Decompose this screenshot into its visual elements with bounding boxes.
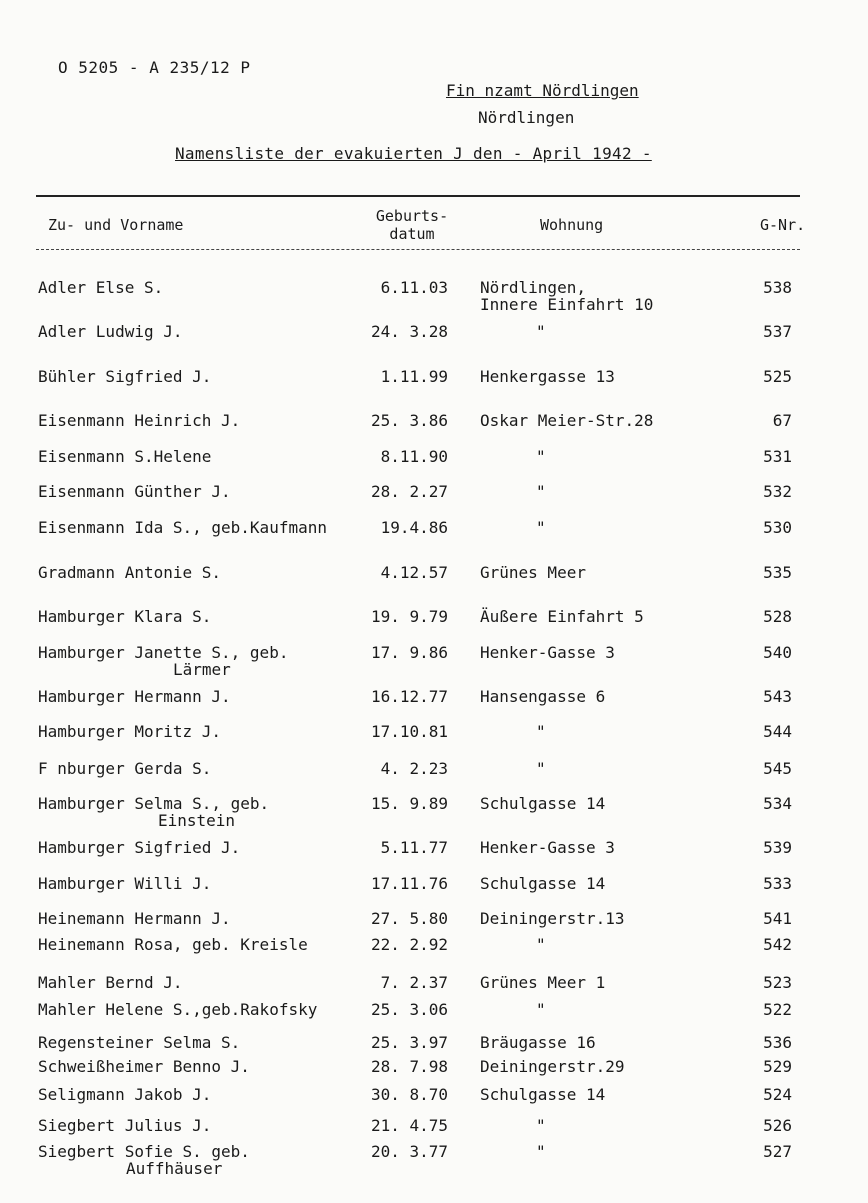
person-name-continuation: Lärmer <box>173 660 231 679</box>
address-line: " <box>536 1000 546 1019</box>
document-title: Namensliste der evakuierten J den - April 1942 - <box>175 144 652 163</box>
address-line: " <box>536 1116 546 1135</box>
office-city: Nördlingen <box>478 108 575 127</box>
address-line: " <box>536 447 546 466</box>
g-number: 544 <box>763 722 792 741</box>
person-name <box>38 760 368 777</box>
person-name <box>38 1117 368 1134</box>
person-name <box>38 279 368 296</box>
address <box>536 1001 546 1018</box>
person-name-line: Gradmann Antonie S. <box>38 563 222 582</box>
person-name <box>38 1086 368 1103</box>
person-name <box>38 644 368 678</box>
birth-date: 22. 2.92 <box>370 935 448 954</box>
table-top-rule <box>36 195 800 197</box>
birth-date: 21. 4.75 <box>370 1116 448 1135</box>
g-number: 67 <box>772 411 792 430</box>
address <box>480 875 605 892</box>
address <box>480 608 644 625</box>
column-header-name: Zu- und Vorname <box>48 216 184 234</box>
address-line: " <box>536 935 546 954</box>
person-name-line: Siegbert Julius J. <box>38 1116 212 1135</box>
address-line: Grünes Meer 1 <box>480 973 606 992</box>
person-name-line: Seligmann Jakob J. <box>38 1085 212 1104</box>
address <box>480 910 625 927</box>
column-header-birth <box>364 207 460 243</box>
address <box>536 323 546 340</box>
person-name-line: Heinemann Hermann J. <box>38 909 231 928</box>
birth-date: 30. 8.70 <box>370 1085 448 1104</box>
birth-date: 19.4.86 <box>380 518 448 537</box>
g-number: 528 <box>763 607 792 626</box>
person-name-line: Eisenmann Ida S., geb.Kaufmann <box>38 518 327 537</box>
person-name <box>38 483 368 500</box>
g-number: 530 <box>763 518 792 537</box>
address <box>480 974 605 991</box>
address-line: Henker-Gasse 3 <box>480 838 615 857</box>
birth-date: 5.11.77 <box>380 838 448 857</box>
person-name-line: Hamburger Sigfried J. <box>38 838 241 857</box>
birth-date: 1.11.99 <box>380 367 448 386</box>
person-name <box>38 723 368 740</box>
table-header-rule <box>36 249 800 250</box>
g-number: 525 <box>763 367 792 386</box>
column-header-birth-line: Geburts- <box>375 207 449 225</box>
address <box>480 279 653 313</box>
address-line: Deiningerstr.13 <box>480 909 625 928</box>
birth-date: 25. 3.86 <box>370 411 448 430</box>
person-name-line: F nburger Gerda S. <box>38 759 212 778</box>
birth-date: 25. 3.97 <box>370 1033 448 1052</box>
person-name <box>38 519 368 536</box>
person-name <box>38 368 368 385</box>
address-line: Schulgasse 14 <box>480 1085 606 1104</box>
birth-date: 4.12.57 <box>380 563 448 582</box>
address <box>536 936 546 953</box>
address <box>480 1086 605 1103</box>
g-number: 524 <box>763 1085 792 1104</box>
address <box>480 688 605 705</box>
person-name-line: Heinemann Rosa, geb. Kreisle <box>38 935 308 954</box>
birth-date: 17. 9.86 <box>370 643 448 662</box>
person-name-line: Eisenmann Günther J. <box>38 482 231 501</box>
person-name-line: Mahler Bernd J. <box>38 973 183 992</box>
person-name <box>38 875 368 892</box>
address-line: Bräugasse 16 <box>480 1033 596 1052</box>
address <box>536 723 546 740</box>
person-name <box>38 910 368 927</box>
address-line: Schulgasse 14 <box>480 874 606 893</box>
address-line: Deiningerstr.29 <box>480 1057 625 1076</box>
g-number: 542 <box>763 935 792 954</box>
person-name-line: Hamburger Janette S., geb. <box>38 643 289 662</box>
address <box>536 1143 546 1160</box>
birth-date: 28. 7.98 <box>370 1057 448 1076</box>
address <box>536 448 546 465</box>
person-name-line: Hamburger Selma S., geb. <box>38 794 270 813</box>
g-number: 540 <box>763 643 792 662</box>
person-name <box>38 974 368 991</box>
birth-date: 24. 3.28 <box>370 322 448 341</box>
person-name <box>38 608 368 625</box>
person-name-line: Schweißheimer Benno J. <box>38 1057 250 1076</box>
address <box>480 795 605 812</box>
person-name <box>38 1143 368 1177</box>
person-name <box>38 839 368 856</box>
person-name-line: Hamburger Klara S. <box>38 607 212 626</box>
g-number: 526 <box>763 1116 792 1135</box>
address-continuation: Innere Einfahrt 10 <box>480 295 654 314</box>
birth-date: 4. 2.23 <box>380 759 448 778</box>
birth-date: 17.11.76 <box>370 874 448 893</box>
person-name-line: Hamburger Moritz J. <box>38 722 222 741</box>
address <box>480 368 615 385</box>
birth-date: 19. 9.79 <box>370 607 448 626</box>
person-name-line: Bühler Sigfried J. <box>38 367 212 386</box>
person-name-continuation: Auffhäuser <box>126 1159 223 1178</box>
g-number: 541 <box>763 909 792 928</box>
birth-date: 16.12.77 <box>370 687 448 706</box>
address-line: Nördlingen, <box>480 278 586 297</box>
address-line: Henker-Gasse 3 <box>480 643 615 662</box>
person-name <box>38 1058 368 1075</box>
birth-date: 6.11.03 <box>380 278 448 297</box>
address <box>536 760 546 777</box>
g-number: 522 <box>763 1000 792 1019</box>
address-line: " <box>536 722 546 741</box>
person-name-line: Siegbert Sofie S. geb. <box>38 1142 250 1161</box>
person-name-line: Adler Ludwig J. <box>38 322 183 341</box>
g-number: 539 <box>763 838 792 857</box>
person-name <box>38 564 368 581</box>
address <box>480 644 615 661</box>
g-number: 534 <box>763 794 792 813</box>
address-line: Grünes Meer <box>480 563 586 582</box>
g-number: 536 <box>763 1033 792 1052</box>
address-line: " <box>536 759 546 778</box>
birth-date: 7. 2.37 <box>380 973 448 992</box>
person-name-line: Adler Else S. <box>38 278 164 297</box>
address <box>480 564 586 581</box>
address <box>536 483 546 500</box>
address <box>536 1117 546 1134</box>
g-number: 545 <box>763 759 792 778</box>
column-header-birth-line: datum <box>389 225 435 243</box>
birth-date: 20. 3.77 <box>370 1142 448 1161</box>
person-name-line: Eisenmann S.Helene <box>38 447 212 466</box>
column-header-gnr: G-Nr. <box>760 216 806 234</box>
address <box>480 1058 625 1075</box>
g-number: 535 <box>763 563 792 582</box>
address-line: Schulgasse 14 <box>480 794 606 813</box>
person-name-line: Regensteiner Selma S. <box>38 1033 241 1052</box>
address <box>536 519 546 536</box>
person-name <box>38 1001 368 1018</box>
person-name-line: Eisenmann Heinrich J. <box>38 411 241 430</box>
person-name <box>38 323 368 340</box>
birth-date: 25. 3.06 <box>370 1000 448 1019</box>
g-number: 531 <box>763 447 792 466</box>
person-name-continuation: Einstein <box>158 811 236 830</box>
person-name <box>38 412 368 429</box>
g-number: 533 <box>763 874 792 893</box>
person-name <box>38 448 368 465</box>
birth-date: 8.11.90 <box>380 447 448 466</box>
person-name-line: Mahler Helene S.,geb.Rakofsky <box>38 1000 318 1019</box>
address-line: " <box>536 482 546 501</box>
birth-date: 17.10.81 <box>370 722 448 741</box>
address <box>480 412 653 429</box>
address-line: Oskar Meier-Str.28 <box>480 411 654 430</box>
g-number: 537 <box>763 322 792 341</box>
person-name <box>38 1034 368 1051</box>
birth-date: 27. 5.80 <box>370 909 448 928</box>
address-line: " <box>536 322 546 341</box>
address <box>480 839 615 856</box>
g-number: 532 <box>763 482 792 501</box>
g-number: 543 <box>763 687 792 706</box>
person-name <box>38 688 368 705</box>
address-line: Äußere Einfahrt 5 <box>480 607 644 626</box>
address-line: Hansengasse 6 <box>480 687 606 706</box>
address-line: " <box>536 518 546 537</box>
birth-date: 15. 9.89 <box>370 794 448 813</box>
g-number: 527 <box>763 1142 792 1161</box>
column-header-address: Wohnung <box>540 216 604 234</box>
person-name-line: Hamburger Hermann J. <box>38 687 231 706</box>
person-name-line: Hamburger Willi J. <box>38 874 212 893</box>
person-name <box>38 936 368 953</box>
g-number: 538 <box>763 278 792 297</box>
birth-date: 28. 2.27 <box>370 482 448 501</box>
person-name <box>38 795 368 829</box>
address-line: " <box>536 1142 546 1161</box>
address-line: Henkergasse 13 <box>480 367 615 386</box>
g-number: 523 <box>763 973 792 992</box>
g-number: 529 <box>763 1057 792 1076</box>
office-name: Fin nzamt Nördlingen <box>446 81 639 100</box>
file-reference: O 5205 - A 235/12 P <box>58 58 251 77</box>
address <box>480 1034 596 1051</box>
